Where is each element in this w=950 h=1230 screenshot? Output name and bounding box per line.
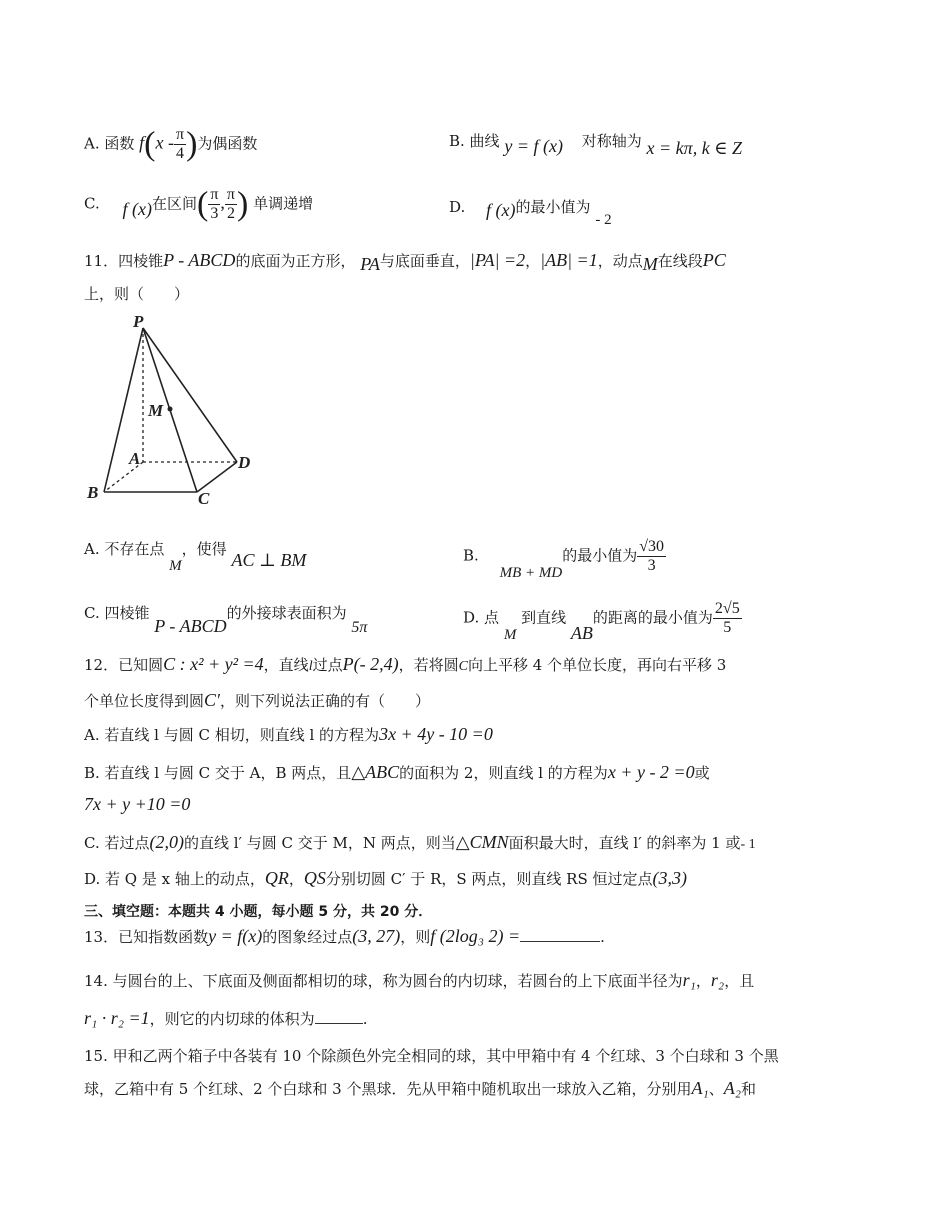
edge-cd: [197, 462, 237, 492]
q10-option-d: D. f (x)的最小值为 - 2: [449, 198, 612, 228]
q13-answer-blank[interactable]: [520, 927, 600, 942]
q11-stem-line2: 上，则（ ）: [84, 285, 190, 303]
label-c: C: [198, 489, 210, 508]
q11-d-fraction: $\frac{2√5}{5}$: [714, 600, 740, 636]
q11-option-c: C. 四棱锥 P - ABCD的外接球表面积为 5π: [84, 604, 368, 636]
q10-option-b: B. 曲线 y = f (x) 对称轴为 x = kπ, k ∈ Z: [449, 132, 743, 158]
label-m: M: [148, 401, 164, 420]
label-b: B: [87, 483, 99, 502]
edge-pd: [143, 328, 237, 462]
q11-option-b: B. MB + MD的最小值为 $\frac{√30}{3}$: [463, 538, 664, 581]
q12-option-b-line2: 7x + y +10 =0: [84, 794, 191, 814]
q12-stem-line2: 个单位长度得到圆C′，则下列说法正确的有（ ）: [84, 690, 430, 710]
label-d: D: [238, 453, 251, 472]
pyramid-figure: [80, 308, 270, 508]
q12-option-a: A. 若直线 l 与圆 C 相切，则直线 l 的方程为3x + 4y - 10 =0: [84, 724, 493, 744]
q11-b-fraction: $\frac{√30}{3}$: [639, 538, 664, 574]
q10-option-a: A. 函数 f(x - $\frac{\pi}{4}$ )为偶函数: [84, 125, 258, 163]
label-p: P: [133, 312, 144, 331]
q10-a-fraction: $\frac{\pi}{4}$: [175, 126, 185, 162]
q12-stem-line1: 12．已知圆C : x² + y² =4，直线l过点P(- 2,4)，若将圆C向上平移 4 个单位长度，再向右平移 3: [84, 654, 727, 674]
q10-c-fraction-2: $\frac{\pi}{2}$: [226, 186, 235, 222]
section-3-heading: 三、填空题：本题共 4 小题，每小题 5 分，共 20 分．: [84, 904, 433, 920]
q12-option-b: B. 若直线 l 与圆 C 交于 A，B 两点，且△ABC的面积为 2，则直线 l 的方程为x + y - 2 =0或: [84, 762, 710, 782]
q11-option-a: A. 不存在点 M，使得 AC ⊥ BM: [84, 540, 307, 574]
q12-option-c: C. 若过点(2,0)的直线 l′ 与圆 C 交于 M，N 两点，则当△CMN面积最大时，直线 l′ 的斜率为 1 或- 1: [84, 832, 756, 852]
q15-line1: 15. 甲和乙两个箱子中各装有 10 个除颜色外完全相同的球，其中甲箱中有 4 个红球、3 个白球和 3 个黑: [84, 1047, 779, 1065]
q11-option-d: D. 点 M 到直线 AB的距离的最小值为 $\frac{2√5}{5}$: [463, 600, 740, 643]
q10-c-fraction-1: $\frac{\pi}{3}$: [210, 186, 219, 222]
q13: 13．已知指数函数y = f(x)的图象经过点(3, 27)，则f (2log₃ 2) = .: [84, 926, 605, 946]
label-a: A: [129, 449, 141, 468]
q11-stem-line1: 11．四棱锥P - ABCD的底面为正方形， PA与底面垂直，|PA| =2，|AB| =1，动点M在线段PC: [84, 250, 726, 274]
q15-line2: 球，乙箱中有 5 个红球、2 个白球和 3 个黑球．先从甲箱中随机取出一球放入乙箱，分别用A₁、A₂和: [84, 1078, 757, 1098]
q14-answer-blank[interactable]: [315, 1009, 363, 1024]
q12-option-d: D. 若 Q 是 x 轴上的动点，QR，QS分别切圆 C′ 于 R，S 两点，则直线 RS 恒过定点(3,3): [84, 868, 688, 888]
q14-line1: 14. 与圆台的上、下底面及侧面都相切的球，称为圆台的内切球，若圆台的上下底面半径为r₁，r₂，且: [84, 970, 755, 990]
q10-option-c: C. f (x)在区间( $\frac{\pi}{3}$ , $\frac{\pi}{2}$ ) 单调递增: [84, 185, 314, 223]
point-m: [168, 407, 173, 412]
q14-line2: r₁ · r₂ =1，则它的内切球的体积为 .: [84, 1008, 368, 1028]
